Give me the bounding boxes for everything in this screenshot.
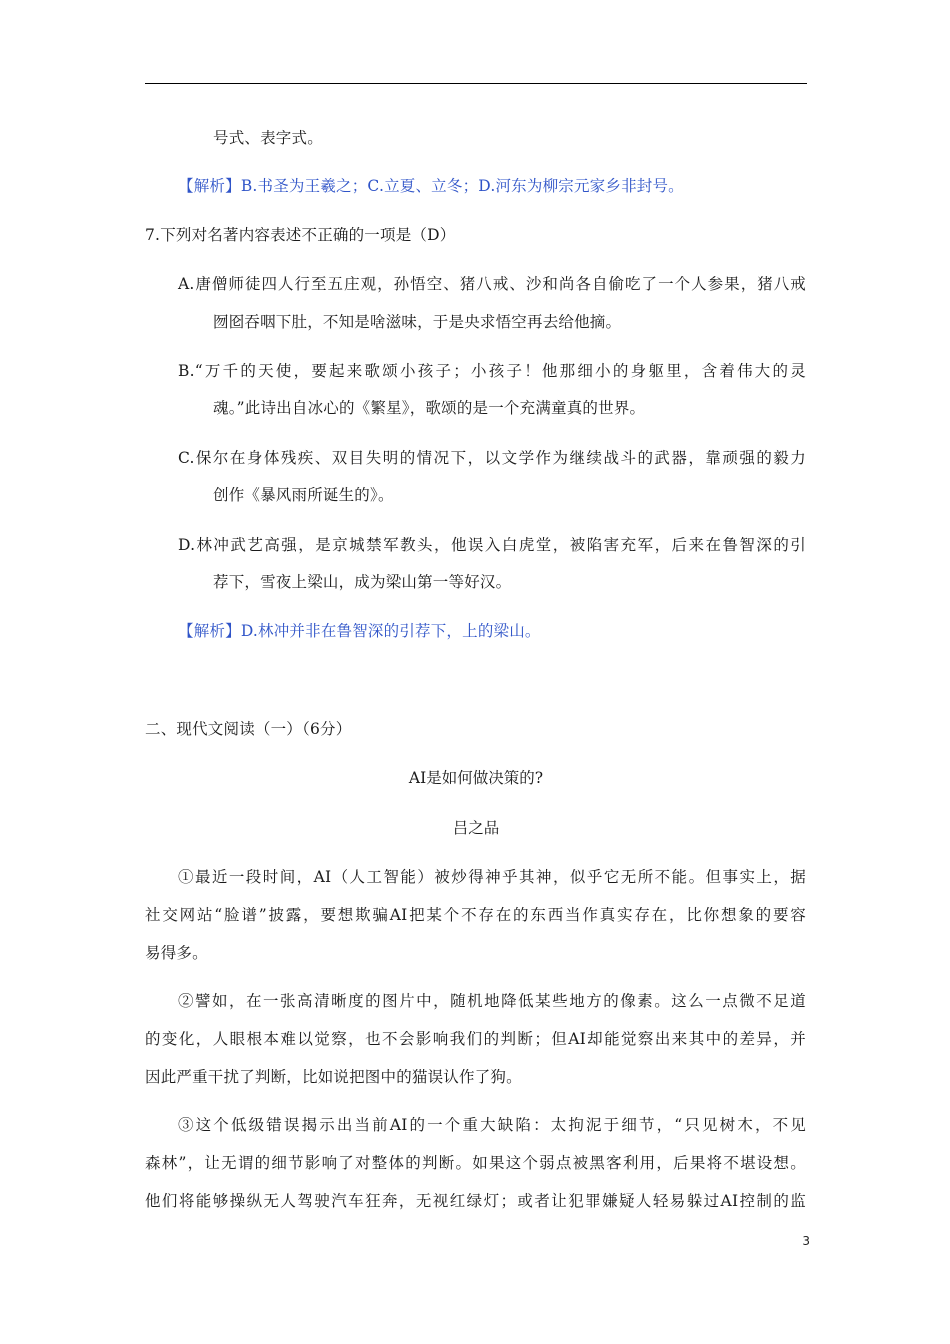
paragraph-line: 的变化，人眼根本难以觉察，也不会影响我们的判断；但AI却能觉察出来其中的差异，并 bbox=[145, 1030, 806, 1048]
paragraph-3 bbox=[145, 1115, 806, 1229]
header-rule bbox=[145, 83, 807, 84]
analysis-label: 【解析】 bbox=[178, 177, 241, 195]
paragraph-line: 他们将能够操纵无人驾驶汽车狂奔，无视红绿灯；或者让犯罪嫌疑人轻易躲过AI控制的监 bbox=[145, 1192, 806, 1210]
analysis-label: 【解析】 bbox=[178, 622, 241, 640]
option-d-cont: 荐下，雪夜上梁山，成为梁山第一等好汉。 bbox=[213, 573, 512, 591]
analysis-6 bbox=[178, 176, 684, 196]
paragraph-line: ②譬如，在一张高清晰度的图片中，随机地降低某些地方的像素。这么一点微不足道 bbox=[178, 992, 806, 1010]
paragraph-line: 森林”，让无谓的细节影响了对整体的判断。如果这个弱点被黑客利用，后果将不堪设想。 bbox=[145, 1154, 806, 1172]
option-a-cont: 囫囵吞咽下肚，不知是啥滋味，于是央求悟空再去给他摘。 bbox=[213, 313, 622, 331]
paragraph-line: ③这个低级错误揭示出当前AI的一个重大缺陷：太拘泥于细节，“只见树木，不见 bbox=[178, 1116, 806, 1134]
option-line: D.林冲武艺高强，是京城禁军教头，他误入白虎堂，被陷害充军，后来在鲁智深的引 bbox=[178, 536, 806, 554]
option-line: B.“万千的天使，要起来歌颂小孩子；小孩子！他那细小的身躯里，含着伟大的灵 bbox=[178, 362, 806, 380]
option-d bbox=[178, 535, 806, 573]
analysis-text: B.书圣为王羲之；C.立夏、立冬；D.河东为柳宗元家乡非封号。 bbox=[240, 177, 684, 195]
article-title: AI是如何做决策的? bbox=[408, 769, 544, 787]
option-a bbox=[178, 274, 806, 312]
option-b bbox=[178, 361, 806, 399]
paragraph-line: 社交网站“脸谱”披露，要想欺骗AI把某个不存在的东西当作真实存在，比你想象的要容 bbox=[145, 906, 806, 924]
option-b-cont: 魂。”此诗出自冰心的《繁星》，歌颂的是一个充满童真的世界。 bbox=[213, 399, 646, 417]
analysis-text: D.林冲并非在鲁智深的引荐下，上的梁山。 bbox=[240, 622, 541, 640]
paragraph-2 bbox=[145, 991, 806, 1105]
option-line: C.保尔在身体残疾、双目失明的情况下，以文学作为继续战斗的武器，靠顽强的毅力 bbox=[178, 449, 806, 467]
option-c-cont: 创作《暴风雨所诞生的》。 bbox=[213, 486, 394, 504]
section-title: 二、现代文阅读（一）（6分） bbox=[145, 720, 352, 738]
option-line: A.唐僧师徒四人行至五庄观，孙悟空、猪八戒、沙和尚各自偷吃了一个人参果，猪八戒 bbox=[178, 275, 806, 293]
continuation-line: 号式、表字式。 bbox=[213, 129, 323, 147]
question-7-stem: 7.下列对名著内容表述不正确的一项是（D） bbox=[145, 226, 456, 244]
paragraph-line: ①最近一段时间，AI（人工智能）被炒得神乎其神，似乎它无所不能。但事实上，据 bbox=[178, 868, 806, 886]
page-number: 3 bbox=[802, 1234, 810, 1248]
article-author: 吕之品 bbox=[452, 819, 500, 837]
paragraph-line: 因此严重干扰了判断，比如说把图中的猫误认作了狗。 bbox=[145, 1068, 522, 1086]
paragraph-line: 易得多。 bbox=[145, 944, 208, 962]
option-c bbox=[178, 448, 806, 486]
analysis-7 bbox=[178, 621, 541, 641]
paragraph-1 bbox=[145, 867, 806, 981]
